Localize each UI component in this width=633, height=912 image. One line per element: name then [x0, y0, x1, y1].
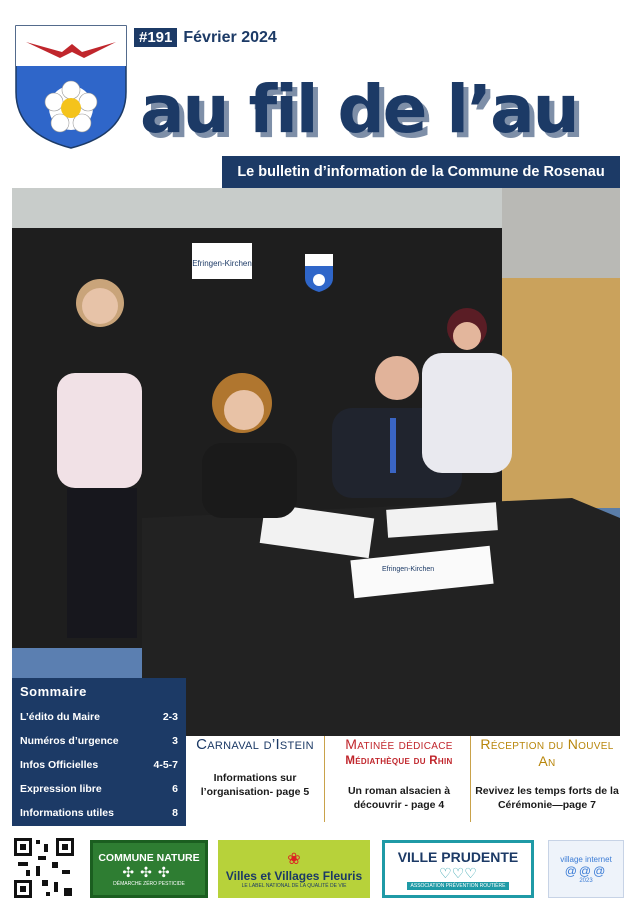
- flower-icon: ❀: [287, 851, 301, 868]
- issue-info: [134, 28, 277, 47]
- commune-nature-title: COMMUNE NATURE: [98, 851, 200, 864]
- toc-item-label: Numéros d’urgence: [20, 735, 119, 747]
- cover-photo: [12, 188, 620, 736]
- banner-text: Efringen-Kirchen: [192, 259, 252, 268]
- commune-nature-sub: DÉMARCHE ZÉRO PESTICIDE: [113, 880, 185, 887]
- issue-number: #191: [134, 28, 177, 47]
- toc-item[interactable]: [20, 729, 178, 753]
- document-text: Efringen-Kirchen: [382, 566, 435, 573]
- heart-icon: ♡♡♡: [439, 864, 477, 881]
- sommaire-box: [12, 678, 186, 826]
- feature-reception[interactable]: [474, 736, 620, 826]
- tagline: Le bulletin d’information de la Commune de Rosenau: [222, 156, 620, 188]
- toc-item-page: 2-3: [162, 711, 178, 723]
- feature-carnaval[interactable]: [192, 736, 318, 826]
- village-internet-logo[interactable]: [548, 840, 624, 898]
- village-internet-year: 2023: [579, 877, 593, 884]
- feature-text: Informations sur l’organisation- page 5: [200, 772, 310, 798]
- villes-fleuris-logo[interactable]: [218, 840, 370, 898]
- toc-item-page: 8: [172, 807, 178, 819]
- sommaire-title: Sommaire: [20, 684, 87, 699]
- village-internet-title: village internet: [560, 854, 612, 864]
- toc-item[interactable]: [20, 705, 178, 729]
- villes-fleuris-sub: LE LABEL NATIONAL DE LA QUALITÉ DE VIE: [241, 883, 347, 889]
- at-icon: @@@: [564, 863, 608, 878]
- toc-item-label: Infos Officielles: [20, 759, 99, 771]
- toc-item-page: 4-5-7: [153, 759, 178, 771]
- ville-prudente-sub: ASSOCIATION PRÉVENTION ROUTIÈRE: [407, 882, 510, 890]
- dragonfly-icon: ✣✣✣: [122, 863, 176, 880]
- villes-fleuris-title: Villes et Villages Fleuris: [225, 869, 363, 883]
- toc-item[interactable]: [20, 753, 178, 777]
- toc-item[interactable]: [20, 801, 178, 825]
- rosenau-coat-of-arms-icon: [12, 22, 130, 150]
- feature-title: Réception du Nouvel An: [480, 736, 614, 769]
- toc-item-page: 3: [172, 735, 178, 747]
- toc-item[interactable]: [20, 777, 178, 801]
- ville-prudente-logo[interactable]: [382, 840, 534, 898]
- feature-matinee[interactable]: [330, 736, 468, 826]
- toc-item-label: L’édito du Maire: [20, 711, 100, 723]
- feature-subtitle: Médiathèque du Rhin: [345, 755, 453, 767]
- feature-title: Carnaval d’Istein: [196, 736, 314, 753]
- feature-text: Un roman alsacien à découvrir - page 4: [347, 785, 451, 811]
- qr-code-icon[interactable]: [12, 836, 76, 900]
- issue-date: Février 2024: [183, 28, 277, 46]
- label-logos: [12, 836, 624, 902]
- ville-prudente-title: VILLE PRUDENTE: [397, 848, 519, 865]
- toc-item-page: 6: [172, 783, 178, 795]
- toc-item-label: Informations utiles: [20, 807, 114, 819]
- masthead: [140, 70, 620, 150]
- commune-nature-logo[interactable]: [90, 840, 208, 898]
- divider: [324, 736, 325, 822]
- masthead-title: au fil de l’au: [140, 71, 578, 148]
- toc-item-label: Expression libre: [20, 783, 102, 795]
- feature-text: Revivez les temps forts de la Cérémonie—page 7: [475, 785, 619, 811]
- divider: [470, 736, 471, 822]
- feature-title: Matinée dédicace: [345, 736, 453, 752]
